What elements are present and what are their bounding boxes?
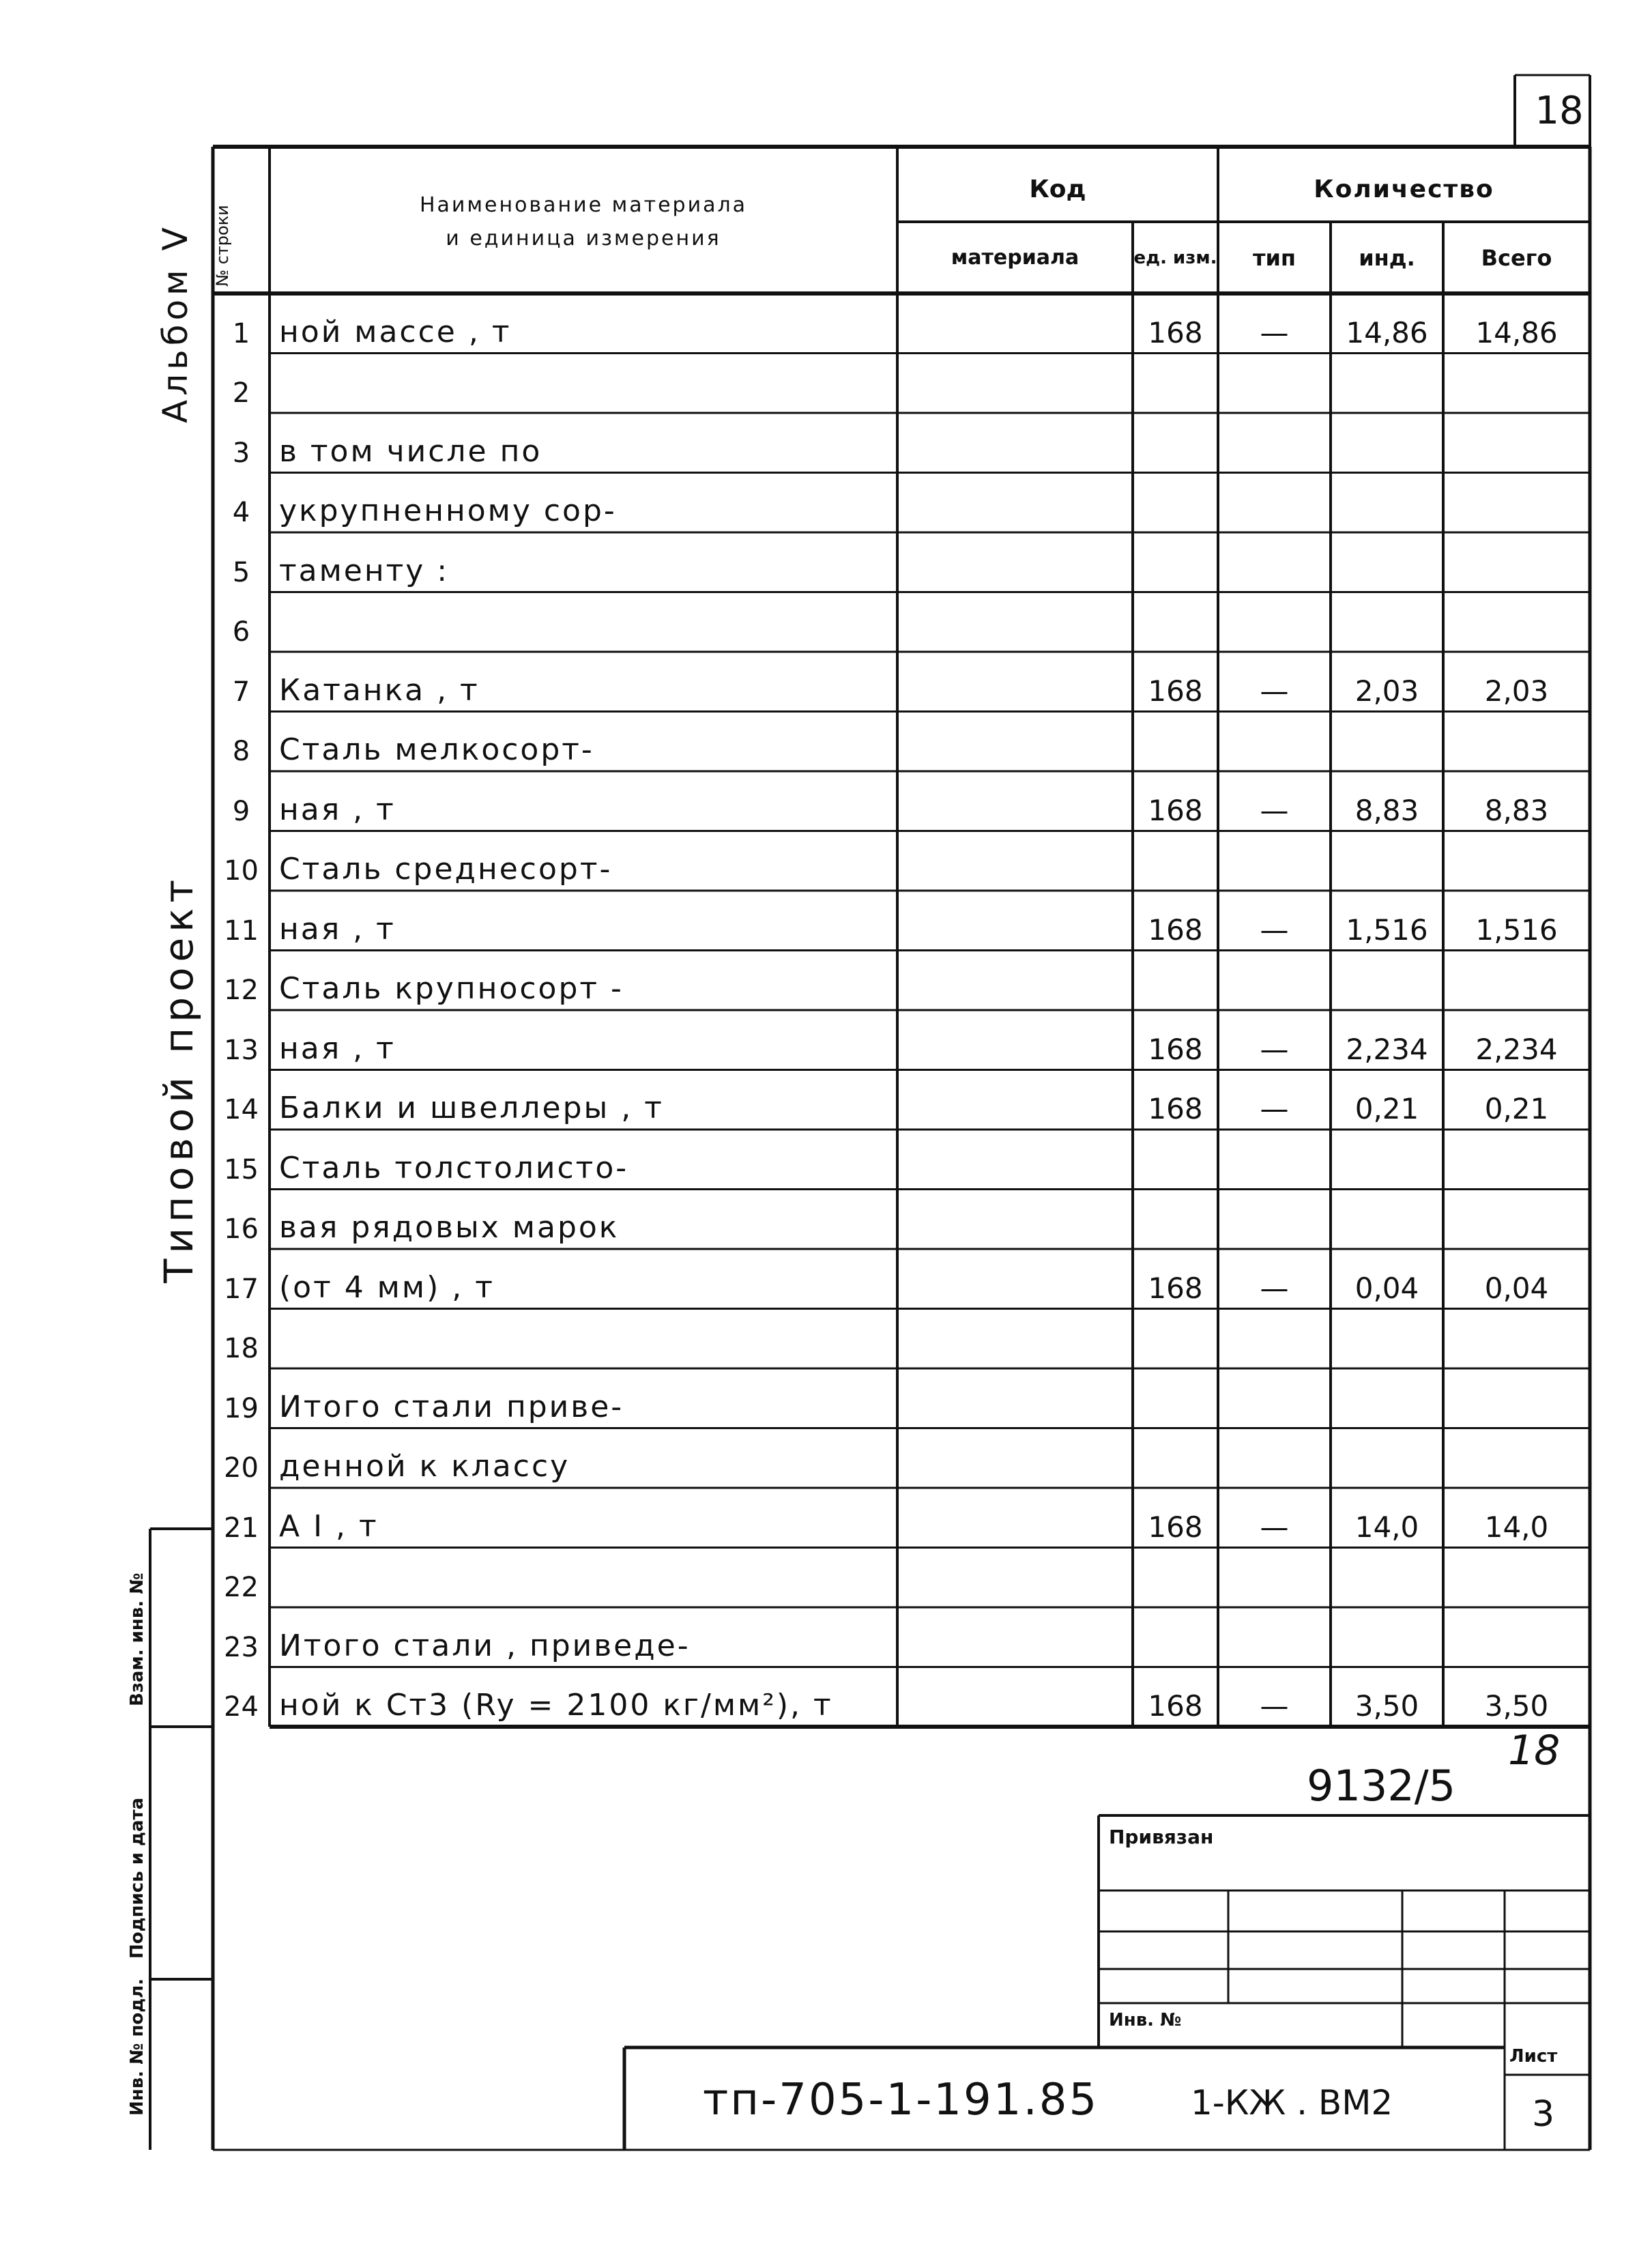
row-unit-code <box>1133 1368 1218 1428</box>
row-quantity-total: 0,21 <box>1484 1092 1549 1125</box>
project-type-label: Типовой проект <box>156 874 202 1283</box>
row-material-name: (от 4 мм) , т <box>279 1269 495 1305</box>
header-row-number: № строки <box>213 205 232 287</box>
header-quantity: Количество <box>1314 175 1494 203</box>
row-unit-code: 168 <box>1148 1510 1203 1544</box>
row-quantity-ind <box>1331 532 1443 592</box>
document-number: 9132/5 <box>1307 1761 1456 1811</box>
row-quantity-typ: — <box>1260 1092 1289 1125</box>
header-material-name <box>270 157 897 287</box>
row-quantity-typ <box>1218 1548 1331 1608</box>
row-unit-code <box>1133 831 1218 891</box>
row-number: 24 <box>224 1691 259 1723</box>
row-quantity-ind <box>1331 473 1443 533</box>
row-unit-code <box>1133 1607 1218 1667</box>
row-quantity-total <box>1443 831 1590 891</box>
row-number: 9 <box>232 795 250 827</box>
row-quantity-typ <box>1218 951 1331 1011</box>
row-material-name: денной к классу <box>279 1449 570 1484</box>
row-material-name <box>270 1309 897 1369</box>
row-quantity-total <box>1443 532 1590 592</box>
row-number: 14 <box>224 1094 259 1125</box>
row-quantity-typ: — <box>1260 315 1289 349</box>
stamp-replaced-inv-label: Взам. инв. № <box>127 1572 147 1706</box>
row-number: 12 <box>224 975 259 1006</box>
row-unit-code: 168 <box>1148 1689 1203 1723</box>
row-material-name: ная , т <box>279 792 396 827</box>
row-quantity-total: 0,04 <box>1484 1271 1549 1305</box>
row-quantity-ind <box>1331 1368 1443 1428</box>
row-number: 8 <box>232 736 250 767</box>
row-material-name: в том числе по <box>279 433 542 469</box>
row-unit-code: 168 <box>1148 1092 1203 1125</box>
row-quantity-typ: — <box>1260 793 1289 827</box>
row-unit-code <box>1133 1130 1218 1190</box>
row-material-name: ной массе , т <box>279 314 512 349</box>
row-number: 18 <box>224 1333 259 1364</box>
row-number: 16 <box>224 1213 259 1245</box>
row-quantity-typ <box>1218 354 1331 414</box>
row-quantity-ind <box>1331 354 1443 414</box>
row-number: 23 <box>224 1631 259 1663</box>
row-quantity-total <box>1443 473 1590 533</box>
stamp-project-code: тп-705-1-191.85 <box>703 2075 1099 2125</box>
row-number: 5 <box>232 556 250 588</box>
row-quantity-ind: 0,21 <box>1354 1092 1419 1125</box>
row-material-name: вая рядовых марок <box>279 1210 620 1245</box>
row-number: 1 <box>232 317 250 349</box>
row-number: 10 <box>224 855 259 887</box>
row-material-name: таменту : <box>279 553 450 588</box>
row-quantity-typ <box>1218 1368 1331 1428</box>
row-quantity-typ <box>1218 1309 1331 1369</box>
row-quantity-ind: 14,86 <box>1346 315 1428 349</box>
row-quantity-ind: 1,516 <box>1346 912 1428 947</box>
row-quantity-total: 3,50 <box>1484 1689 1549 1723</box>
row-quantity-total <box>1443 712 1590 772</box>
row-material-name: ной к Ст3 (Ry = 2100 кг/мм²), т <box>279 1688 833 1723</box>
row-unit-code <box>1133 1190 1218 1250</box>
row-quantity-total: 8,83 <box>1484 793 1549 827</box>
row-material-name: Катанка , т <box>279 672 480 708</box>
row-quantity-ind <box>1331 1428 1443 1489</box>
row-quantity-typ <box>1218 1428 1331 1489</box>
header-ind: инд. <box>1359 244 1415 271</box>
row-quantity-typ <box>1218 592 1331 652</box>
row-quantity-ind <box>1331 1309 1443 1369</box>
row-quantity-ind: 2,234 <box>1346 1032 1428 1066</box>
row-quantity-total <box>1443 354 1590 414</box>
album-label: Альбом V <box>156 223 195 423</box>
header-code: Код <box>1029 175 1086 203</box>
row-quantity-typ <box>1218 831 1331 891</box>
row-material-name: Сталь толстолисто- <box>279 1150 629 1185</box>
stamp-sheet-label: Лист <box>1509 2046 1558 2067</box>
stamp-inventory-label: Инв. № <box>1109 2010 1182 2030</box>
row-quantity-total <box>1443 1368 1590 1428</box>
row-material-name <box>270 354 897 414</box>
row-quantity-ind <box>1331 413 1443 473</box>
row-unit-code: 168 <box>1148 793 1203 827</box>
row-quantity-total: 2,234 <box>1475 1032 1558 1066</box>
row-quantity-total: 14,0 <box>1484 1510 1549 1544</box>
header-total: Всего <box>1481 244 1552 271</box>
row-material-name: Сталь мелкосорт- <box>279 732 594 767</box>
row-quantity-ind: 14,0 <box>1354 1510 1419 1544</box>
row-material-name: Сталь среднесорт- <box>279 852 613 887</box>
row-number: 22 <box>224 1572 259 1603</box>
row-quantity-ind: 8,83 <box>1354 793 1419 827</box>
row-quantity-total: 1,516 <box>1475 912 1558 947</box>
row-quantity-typ <box>1218 532 1331 592</box>
row-material-name <box>270 592 897 652</box>
header-typ: тип <box>1252 244 1296 271</box>
row-unit-code <box>1133 354 1218 414</box>
row-quantity-total <box>1443 1130 1590 1190</box>
row-material-name <box>270 1548 897 1608</box>
row-unit-code: 168 <box>1148 674 1203 708</box>
row-number: 17 <box>224 1273 259 1305</box>
row-quantity-ind: 3,50 <box>1354 1689 1419 1723</box>
row-quantity-ind <box>1331 1548 1443 1608</box>
stamp-doc-mark: 1-КЖ . ВМ2 <box>1191 2083 1393 2123</box>
header-material-name-line1: Наименование материала <box>419 193 748 217</box>
row-unit-code <box>1133 592 1218 652</box>
row-unit-code <box>1133 473 1218 533</box>
row-quantity-total <box>1443 413 1590 473</box>
row-number: 4 <box>232 497 250 528</box>
stamp-signature-date-label: Подпись и дата <box>127 1797 147 1959</box>
row-quantity-ind: 0,04 <box>1354 1271 1419 1305</box>
row-number: 6 <box>232 616 250 648</box>
row-unit-code: 168 <box>1148 315 1203 349</box>
sheet-corner-number: 18 <box>1535 89 1584 133</box>
row-unit-code <box>1133 532 1218 592</box>
row-quantity-ind <box>1331 712 1443 772</box>
row-quantity-typ <box>1218 413 1331 473</box>
row-number: 13 <box>224 1034 259 1066</box>
row-quantity-ind <box>1331 951 1443 1011</box>
row-material-name: Сталь крупносорт - <box>279 971 624 1006</box>
row-unit-code <box>1133 1548 1218 1608</box>
row-material-name: А I , т <box>279 1508 379 1544</box>
row-quantity-typ: — <box>1260 1032 1289 1066</box>
row-unit-code: 168 <box>1148 912 1203 947</box>
row-quantity-total <box>1443 1428 1590 1489</box>
row-quantity-typ: — <box>1260 912 1289 947</box>
row-unit-code <box>1133 1309 1218 1369</box>
row-unit-code <box>1133 951 1218 1011</box>
row-quantity-typ <box>1218 1190 1331 1250</box>
row-quantity-total <box>1443 592 1590 652</box>
row-quantity-typ <box>1218 712 1331 772</box>
row-quantity-total <box>1443 951 1590 1011</box>
row-unit-code: 168 <box>1148 1271 1203 1305</box>
header-material-name-line2: и единица измерения <box>446 227 721 250</box>
row-number: 19 <box>224 1392 259 1424</box>
row-quantity-ind <box>1331 1190 1443 1250</box>
row-quantity-total: 14,86 <box>1475 315 1558 349</box>
row-quantity-total <box>1443 1607 1590 1667</box>
row-quantity-total <box>1443 1309 1590 1369</box>
row-number: 21 <box>224 1512 259 1544</box>
row-number: 20 <box>224 1452 259 1484</box>
stamp-sheet-number: 3 <box>1532 2094 1555 2135</box>
row-unit-code <box>1133 712 1218 772</box>
stamp-attached-label: Привязан <box>1109 1826 1214 1848</box>
row-quantity-typ: — <box>1260 1271 1289 1305</box>
row-quantity-ind <box>1331 1130 1443 1190</box>
header-material-code: материала <box>951 246 1079 270</box>
row-quantity-ind: 2,03 <box>1354 674 1419 708</box>
row-unit-code: 168 <box>1148 1032 1203 1066</box>
row-quantity-ind <box>1331 592 1443 652</box>
row-unit-code <box>1133 1428 1218 1489</box>
row-quantity-typ: — <box>1260 674 1289 708</box>
row-quantity-typ <box>1218 473 1331 533</box>
row-number: 3 <box>232 437 250 469</box>
row-quantity-typ <box>1218 1130 1331 1190</box>
row-material-name: Балки и швеллеры , т <box>279 1091 664 1125</box>
row-quantity-typ: — <box>1260 1510 1289 1544</box>
row-unit-code <box>1133 413 1218 473</box>
row-material-name: Итого стали приве- <box>279 1389 624 1424</box>
row-quantity-total: 2,03 <box>1484 674 1549 708</box>
row-material-name: Итого стали , приведе- <box>279 1628 691 1663</box>
row-quantity-ind <box>1331 1607 1443 1667</box>
row-quantity-total <box>1443 1190 1590 1250</box>
row-number: 15 <box>224 1153 259 1185</box>
row-material-name: ная , т <box>279 1031 396 1066</box>
row-material-name: ная , т <box>279 911 396 947</box>
row-quantity-ind <box>1331 831 1443 891</box>
row-quantity-typ <box>1218 1607 1331 1667</box>
row-quantity-typ: — <box>1260 1689 1289 1723</box>
inner-sheet-number: 18 <box>1508 1727 1561 1774</box>
stamp-original-inv-label: Инв. № подл. <box>127 1978 147 2116</box>
row-number: 2 <box>232 377 250 409</box>
row-number: 7 <box>232 676 250 708</box>
row-material-name: укрупненному сор- <box>279 493 617 528</box>
header-unit: ед. изм. <box>1133 247 1217 268</box>
row-number: 11 <box>224 915 259 947</box>
row-quantity-total <box>1443 1548 1590 1608</box>
